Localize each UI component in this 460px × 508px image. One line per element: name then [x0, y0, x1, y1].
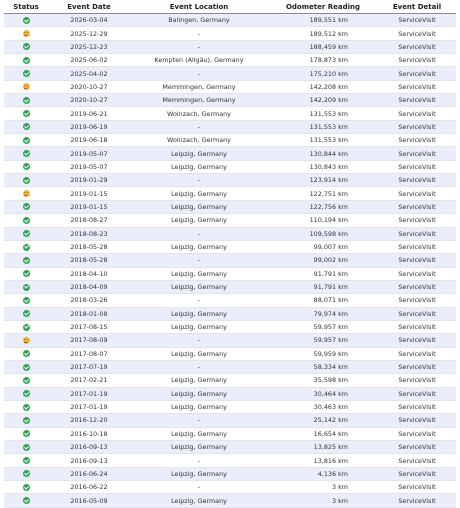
- table-row[interactable]: [4, 400, 456, 413]
- cell-detail: ServiceVisit: [378, 214, 456, 227]
- cell-odometer: 25,142 km: [268, 414, 378, 427]
- cell-status: [4, 214, 48, 227]
- table-body: [4, 14, 456, 508]
- cell-detail: ServiceVisit: [378, 240, 456, 253]
- cell-detail: ServiceVisit: [378, 54, 456, 67]
- cell-date: 2019-06-21: [48, 107, 130, 120]
- table-row[interactable]: [4, 414, 456, 427]
- cell-detail: ServiceVisit: [378, 134, 456, 147]
- cell-detail: ServiceVisit: [378, 414, 456, 427]
- cell-date: 2025-12-23: [48, 40, 130, 53]
- cell-status: [4, 240, 48, 253]
- cell-date: 2016-09-13: [48, 441, 130, 454]
- table-row[interactable]: [4, 454, 456, 467]
- cell-odometer: 4,136 km: [268, 467, 378, 480]
- cell-location: Memmingen, Germany: [130, 94, 268, 107]
- frown-face-icon: [23, 337, 30, 344]
- cell-status: [4, 280, 48, 293]
- cell-date: 2017-07-19: [48, 360, 130, 373]
- cell-location: Kempten (Allgäu), Germany: [130, 54, 268, 67]
- cell-detail: ServiceVisit: [378, 94, 456, 107]
- cell-location: Leipzig, Germany: [130, 427, 268, 440]
- cell-odometer: 189,512 km: [268, 27, 378, 40]
- cell-date: 2019-05-07: [48, 160, 130, 173]
- check-circle-icon: [23, 497, 30, 504]
- check-circle-icon: [23, 17, 30, 24]
- cell-odometer: 3 km: [268, 494, 378, 507]
- cell-odometer: 35,598 km: [268, 374, 378, 387]
- check-circle-icon: [23, 150, 30, 157]
- table-row[interactable]: [4, 267, 456, 280]
- cell-odometer: 131,553 km: [268, 120, 378, 133]
- check-circle-icon: [23, 123, 30, 130]
- cell-odometer: 13,825 km: [268, 441, 378, 454]
- table-row[interactable]: [4, 427, 456, 440]
- cell-odometer: 188,459 km: [268, 40, 378, 53]
- cell-location: Leipzig, Germany: [130, 400, 268, 413]
- cell-date: 2016-05-09: [48, 494, 130, 507]
- check-circle-icon: [23, 390, 30, 397]
- check-circle-icon: [23, 97, 30, 104]
- check-circle-icon: [23, 270, 30, 277]
- cell-date: 2018-01-08: [48, 307, 130, 320]
- cell-status: [4, 254, 48, 267]
- cell-status: [4, 360, 48, 373]
- cell-status: [4, 427, 48, 440]
- column-header-detail[interactable]: Event Detail: [378, 0, 456, 14]
- cell-detail: ServiceVisit: [378, 267, 456, 280]
- cell-date: 2018-05-28: [48, 240, 130, 253]
- cell-location: Leipzig, Germany: [130, 320, 268, 333]
- cell-status: [4, 347, 48, 360]
- cell-detail: ServiceVisit: [378, 254, 456, 267]
- check-circle-icon: [23, 163, 30, 170]
- table-row[interactable]: [4, 307, 456, 320]
- cell-date: 2020-10-27: [48, 80, 130, 93]
- check-circle-icon: [23, 284, 30, 291]
- cell-status: [4, 174, 48, 187]
- cell-location: -: [130, 120, 268, 133]
- column-header-date[interactable]: Event Date: [48, 0, 130, 14]
- cell-status: [4, 120, 48, 133]
- cell-location: Leipzig, Germany: [130, 307, 268, 320]
- cell-detail: ServiceVisit: [378, 160, 456, 173]
- cell-date: 2018-04-10: [48, 267, 130, 280]
- table-row[interactable]: [4, 200, 456, 213]
- column-header-odometer[interactable]: Odometer Reading: [268, 0, 378, 14]
- table-row[interactable]: [4, 320, 456, 333]
- check-circle-icon: [23, 430, 30, 437]
- cell-location: Leipzig, Germany: [130, 494, 268, 507]
- cell-detail: ServiceVisit: [378, 427, 456, 440]
- cell-odometer: 131,553 km: [268, 134, 378, 147]
- cell-date: 2019-01-15: [48, 200, 130, 213]
- cell-status: [4, 374, 48, 387]
- table-row[interactable]: [4, 481, 456, 494]
- cell-odometer: 142,209 km: [268, 94, 378, 107]
- table-row[interactable]: [4, 280, 456, 293]
- cell-detail: ServiceVisit: [378, 320, 456, 333]
- table-header-row: [4, 0, 456, 14]
- cell-detail: ServiceVisit: [378, 107, 456, 120]
- cell-status: [4, 227, 48, 240]
- cell-detail: ServiceVisit: [378, 67, 456, 80]
- check-circle-icon: [23, 324, 30, 331]
- cell-date: 2017-01-19: [48, 387, 130, 400]
- table-row[interactable]: [4, 67, 456, 80]
- table-row[interactable]: [4, 441, 456, 454]
- table-row[interactable]: [4, 360, 456, 373]
- table-row[interactable]: [4, 294, 456, 307]
- cell-location: Leipzig, Germany: [130, 387, 268, 400]
- cell-date: 2025-12-29: [48, 27, 130, 40]
- cell-odometer: 99,007 km: [268, 240, 378, 253]
- cell-status: [4, 267, 48, 280]
- cell-detail: ServiceVisit: [378, 374, 456, 387]
- cell-location: Memmingen, Germany: [130, 80, 268, 93]
- cell-odometer: 30,463 km: [268, 400, 378, 413]
- cell-status: [4, 494, 48, 507]
- cell-detail: ServiceVisit: [378, 334, 456, 347]
- cell-location: -: [130, 360, 268, 373]
- table-row[interactable]: [4, 120, 456, 133]
- check-circle-icon: [23, 230, 30, 237]
- cell-location: Balingen, Germany: [130, 14, 268, 27]
- cell-status: [4, 80, 48, 93]
- cell-odometer: 122,751 km: [268, 187, 378, 200]
- check-circle-icon: [23, 364, 30, 371]
- cell-date: 2018-03-26: [48, 294, 130, 307]
- column-header-status[interactable]: Status: [4, 0, 48, 14]
- table-row[interactable]: [4, 187, 456, 200]
- check-circle-icon: [23, 310, 30, 317]
- cell-status: [4, 481, 48, 494]
- cell-odometer: 30,464 km: [268, 387, 378, 400]
- cell-odometer: 91,791 km: [268, 280, 378, 293]
- cell-odometer: 178,873 km: [268, 54, 378, 67]
- frown-face-icon: [23, 190, 30, 197]
- cell-detail: ServiceVisit: [378, 494, 456, 507]
- cell-odometer: 130,843 km: [268, 160, 378, 173]
- cell-detail: ServiceVisit: [378, 227, 456, 240]
- cell-status: [4, 40, 48, 53]
- cell-detail: ServiceVisit: [378, 187, 456, 200]
- cell-date: 2018-08-27: [48, 214, 130, 227]
- cell-date: 2018-08-23: [48, 227, 130, 240]
- check-circle-icon: [23, 457, 30, 464]
- cell-status: [4, 27, 48, 40]
- cell-location: -: [130, 227, 268, 240]
- cell-odometer: 109,598 km: [268, 227, 378, 240]
- cell-location: -: [130, 481, 268, 494]
- table-row[interactable]: [4, 374, 456, 387]
- check-circle-icon: [23, 203, 30, 210]
- check-circle-icon: [23, 470, 30, 477]
- cell-date: 2017-08-07: [48, 347, 130, 360]
- check-circle-icon: [23, 177, 30, 184]
- cell-date: 2019-05-07: [48, 147, 130, 160]
- table-row[interactable]: [4, 134, 456, 147]
- cell-detail: ServiceVisit: [378, 467, 456, 480]
- cell-odometer: 99,002 km: [268, 254, 378, 267]
- table-row[interactable]: [4, 40, 456, 53]
- cell-detail: ServiceVisit: [378, 347, 456, 360]
- cell-status: [4, 107, 48, 120]
- cell-location: Leipzig, Germany: [130, 280, 268, 293]
- table-row[interactable]: [4, 347, 456, 360]
- cell-location: Wolnzach, Germany: [130, 134, 268, 147]
- cell-location: -: [130, 254, 268, 267]
- cell-date: 2016-10-18: [48, 427, 130, 440]
- check-circle-icon: [23, 297, 30, 304]
- cell-status: [4, 400, 48, 413]
- frown-face-icon: [23, 30, 30, 37]
- cell-status: [4, 200, 48, 213]
- cell-status: [4, 307, 48, 320]
- cell-location: Wolnzach, Germany: [130, 107, 268, 120]
- cell-date: 2019-06-19: [48, 120, 130, 133]
- cell-odometer: 131,553 km: [268, 107, 378, 120]
- check-circle-icon: [23, 57, 30, 64]
- cell-location: Leipzig, Germany: [130, 347, 268, 360]
- cell-odometer: 123,914 km: [268, 174, 378, 187]
- cell-odometer: 59,959 km: [268, 347, 378, 360]
- table-row[interactable]: [4, 467, 456, 480]
- cell-date: 2017-08-15: [48, 320, 130, 333]
- table-row[interactable]: [4, 494, 456, 507]
- table-row[interactable]: [4, 240, 456, 253]
- cell-detail: ServiceVisit: [378, 80, 456, 93]
- cell-location: -: [130, 40, 268, 53]
- cell-detail: ServiceVisit: [378, 307, 456, 320]
- cell-odometer: 91,791 km: [268, 267, 378, 280]
- check-circle-icon: [23, 43, 30, 50]
- cell-status: [4, 294, 48, 307]
- cell-status: [4, 387, 48, 400]
- cell-location: Leipzig, Germany: [130, 214, 268, 227]
- cell-detail: ServiceVisit: [378, 120, 456, 133]
- cell-odometer: 59,957 km: [268, 320, 378, 333]
- cell-odometer: 142,208 km: [268, 80, 378, 93]
- cell-detail: ServiceVisit: [378, 387, 456, 400]
- check-circle-icon: [23, 244, 30, 251]
- cell-location: Leipzig, Germany: [130, 240, 268, 253]
- cell-date: 2019-06-18: [48, 134, 130, 147]
- check-circle-icon: [23, 137, 30, 144]
- cell-date: 2018-05-28: [48, 254, 130, 267]
- cell-status: [4, 441, 48, 454]
- cell-odometer: 79,974 km: [268, 307, 378, 320]
- cell-location: Leipzig, Germany: [130, 267, 268, 280]
- cell-date: 2016-06-22: [48, 481, 130, 494]
- cell-odometer: 58,334 km: [268, 360, 378, 373]
- cell-location: -: [130, 414, 268, 427]
- table-row[interactable]: [4, 174, 456, 187]
- service-history-table: [4, 0, 456, 508]
- cell-odometer: 13,816 km: [268, 454, 378, 467]
- cell-date: 2026-03-04: [48, 14, 130, 27]
- cell-location: Leipzig, Germany: [130, 147, 268, 160]
- cell-location: Leipzig, Germany: [130, 200, 268, 213]
- cell-date: 2017-08-09: [48, 334, 130, 347]
- cell-detail: ServiceVisit: [378, 454, 456, 467]
- cell-detail: ServiceVisit: [378, 200, 456, 213]
- cell-date: 2025-06-02: [48, 54, 130, 67]
- cell-status: [4, 454, 48, 467]
- cell-detail: ServiceVisit: [378, 400, 456, 413]
- table-row[interactable]: [4, 94, 456, 107]
- cell-status: [4, 187, 48, 200]
- check-circle-icon: [23, 444, 30, 451]
- cell-date: 2017-02-21: [48, 374, 130, 387]
- cell-detail: ServiceVisit: [378, 481, 456, 494]
- table-row[interactable]: [4, 54, 456, 67]
- check-circle-icon: [23, 350, 30, 357]
- cell-status: [4, 320, 48, 333]
- cell-status: [4, 147, 48, 160]
- cell-location: Leipzig, Germany: [130, 374, 268, 387]
- cell-odometer: 189,551 km: [268, 14, 378, 27]
- table-row[interactable]: [4, 387, 456, 400]
- cell-location: -: [130, 174, 268, 187]
- cell-status: [4, 414, 48, 427]
- cell-status: [4, 134, 48, 147]
- cell-date: 2016-06-24: [48, 467, 130, 480]
- cell-odometer: 16,654 km: [268, 427, 378, 440]
- cell-date: 2019-01-15: [48, 187, 130, 200]
- cell-status: [4, 94, 48, 107]
- check-circle-icon: [23, 417, 30, 424]
- cell-status: [4, 14, 48, 27]
- cell-odometer: 3 km: [268, 481, 378, 494]
- cell-location: -: [130, 67, 268, 80]
- cell-location: Leipzig, Germany: [130, 467, 268, 480]
- table-row[interactable]: [4, 334, 456, 347]
- cell-date: 2025-04-02: [48, 67, 130, 80]
- cell-status: [4, 54, 48, 67]
- cell-date: 2017-01-19: [48, 400, 130, 413]
- cell-odometer: 88,071 km: [268, 294, 378, 307]
- cell-detail: ServiceVisit: [378, 14, 456, 27]
- cell-detail: ServiceVisit: [378, 147, 456, 160]
- cell-detail: ServiceVisit: [378, 280, 456, 293]
- table-row[interactable]: [4, 160, 456, 173]
- cell-location: -: [130, 294, 268, 307]
- cell-detail: ServiceVisit: [378, 174, 456, 187]
- frown-face-icon: [23, 83, 30, 90]
- cell-location: -: [130, 454, 268, 467]
- check-circle-icon: [23, 404, 30, 411]
- check-circle-icon: [23, 257, 30, 264]
- cell-odometer: 110,194 km: [268, 214, 378, 227]
- cell-date: 2019-01-29: [48, 174, 130, 187]
- cell-status: [4, 334, 48, 347]
- column-header-location[interactable]: Event Location: [130, 0, 268, 14]
- table-row[interactable]: [4, 80, 456, 93]
- table-row[interactable]: [4, 254, 456, 267]
- check-circle-icon: [23, 217, 30, 224]
- cell-odometer: 122,756 km: [268, 200, 378, 213]
- check-circle-icon: [23, 110, 30, 117]
- cell-detail: ServiceVisit: [378, 27, 456, 40]
- cell-date: 2020-10-27: [48, 94, 130, 107]
- table-row[interactable]: [4, 214, 456, 227]
- cell-location: Leipzig, Germany: [130, 441, 268, 454]
- cell-status: [4, 67, 48, 80]
- cell-date: 2016-09-13: [48, 454, 130, 467]
- table-row[interactable]: [4, 147, 456, 160]
- check-circle-icon: [23, 377, 30, 384]
- cell-detail: ServiceVisit: [378, 360, 456, 373]
- cell-detail: ServiceVisit: [378, 40, 456, 53]
- cell-detail: ServiceVisit: [378, 441, 456, 454]
- cell-location: -: [130, 334, 268, 347]
- table-row[interactable]: [4, 27, 456, 40]
- cell-status: [4, 160, 48, 173]
- table-row[interactable]: [4, 227, 456, 240]
- cell-odometer: 59,957 km: [268, 334, 378, 347]
- cell-date: 2018-04-09: [48, 280, 130, 293]
- cell-odometer: 130,844 km: [268, 147, 378, 160]
- table-row[interactable]: [4, 107, 456, 120]
- cell-odometer: 175,210 km: [268, 67, 378, 80]
- check-circle-icon: [23, 70, 30, 77]
- cell-location: -: [130, 27, 268, 40]
- cell-status: [4, 467, 48, 480]
- cell-date: 2016-12-20: [48, 414, 130, 427]
- table-row[interactable]: [4, 14, 456, 27]
- cell-location: Leipzig, Germany: [130, 160, 268, 173]
- cell-detail: ServiceVisit: [378, 294, 456, 307]
- cell-location: Leipzig, Germany: [130, 187, 268, 200]
- check-circle-icon: [23, 484, 30, 491]
